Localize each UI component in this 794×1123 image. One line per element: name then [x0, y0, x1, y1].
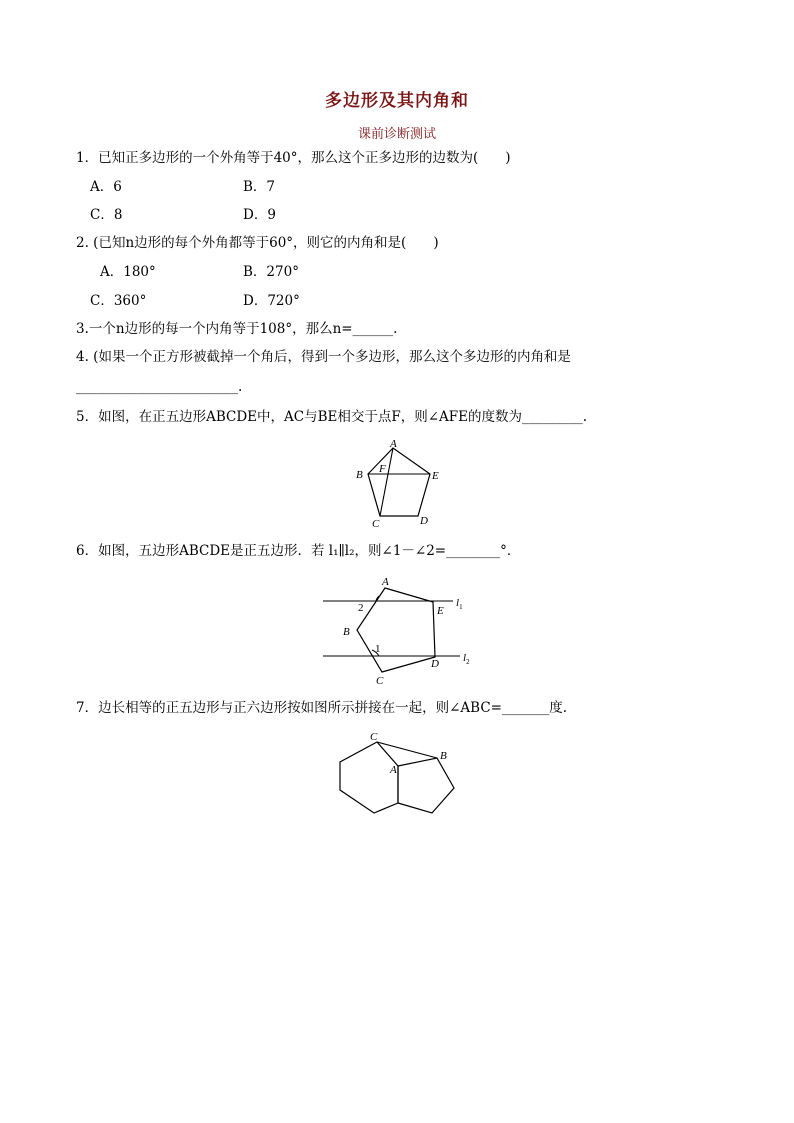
- question-6-stem: 6．如图，五边形ABCDE是正五边形．若 l₁∥l₂，则∠1－∠2=________°．: [76, 543, 521, 559]
- label-b: B: [440, 750, 447, 762]
- question-2-option-b: B．270°: [243, 264, 299, 280]
- regular-hexagon: [340, 742, 398, 813]
- label-b: B: [343, 626, 350, 638]
- question-2-option-a: A．180°: [100, 264, 156, 280]
- label-c: C: [376, 675, 384, 687]
- figure-5-regular-pentagon: [350, 436, 450, 531]
- page-subtitle: 课前诊断测试: [357, 127, 436, 142]
- question-4-blank: ________________________.: [76, 379, 243, 395]
- figure-6-pentagon-parallel-lines: [320, 572, 490, 687]
- label-a: A: [390, 438, 397, 450]
- label-f: F: [379, 463, 386, 475]
- page-title: 多边形及其内角和: [325, 91, 469, 111]
- label-d: D: [420, 515, 428, 527]
- question-1-stem: 1．已知正多边形的一个外角等于40°，那么这个正多边形的边数为( ): [76, 150, 511, 166]
- question-1-option-a: A．6: [90, 179, 122, 195]
- segment-ac: [380, 448, 393, 516]
- question-1-option-b: B．7: [243, 179, 276, 195]
- question-2-stem: 2. (已知n边形的每个外角都等于60°，则它的内角和是( ): [76, 235, 439, 251]
- question-1-option-c: C．8: [90, 207, 123, 223]
- figure-7-pentagon-hexagon: [330, 728, 465, 820]
- question-5-stem: 5．如图，在正五边形ABCDE中，AC与BE相交于点F，则∠AFE的度数为_________.: [76, 409, 588, 425]
- label-angle-1: 1: [375, 643, 381, 655]
- label-c: C: [372, 518, 380, 530]
- question-3-stem: 3.一个n边形的每一个内角等于108°，那么n=______.: [76, 321, 398, 337]
- pentagon-outline: [368, 448, 430, 516]
- regular-pentagon: [398, 758, 454, 813]
- segment-cb: [377, 742, 437, 758]
- question-7-stem: 7．边长相等的正五边形与正六边形按如图所示拼接在一起，则∠ABC=_______度.: [76, 700, 568, 716]
- label-l1: $l_1$: [456, 597, 463, 611]
- label-angle-2: 2: [358, 602, 364, 614]
- label-e: E: [437, 605, 444, 617]
- label-d: D: [431, 658, 439, 670]
- question-1-option-d: D．9: [243, 207, 276, 223]
- label-e: E: [432, 470, 439, 482]
- label-a: A: [390, 764, 397, 776]
- question-4-stem: 4. (如果一个正方形被截掉一个角后，得到一个多边形，那么这个多边形的内角和是: [76, 349, 571, 365]
- question-2-option-d: D．720°: [243, 293, 300, 309]
- label-c: C: [370, 731, 378, 743]
- label-l2: $l_2$: [463, 652, 470, 666]
- label-b: B: [356, 469, 363, 481]
- question-2-option-c: C．360°: [90, 293, 147, 309]
- label-a: A: [382, 576, 389, 588]
